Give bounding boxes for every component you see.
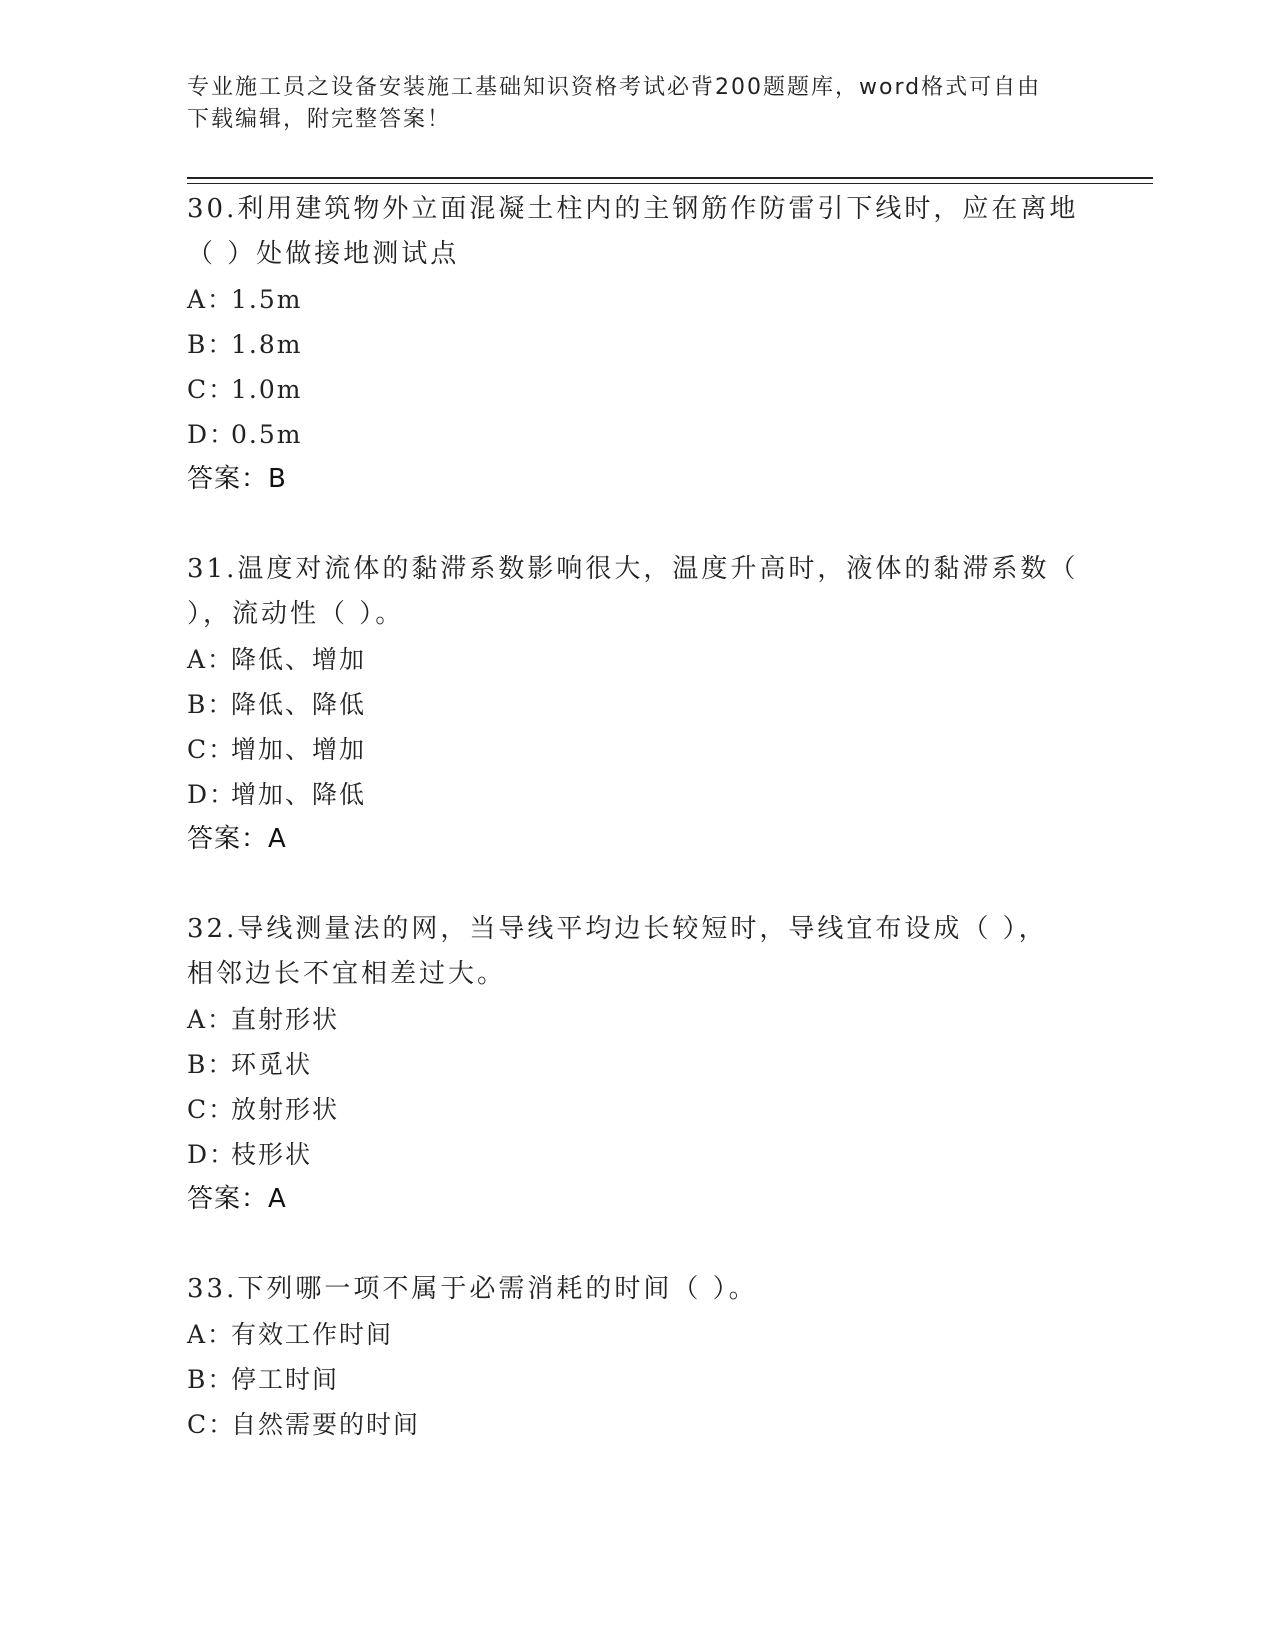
option-text: 降低、降低 [231, 690, 367, 719]
option-text: 0.5m [231, 420, 303, 449]
option-b [187, 1042, 1087, 1087]
option-text: 有效工作时间 [231, 1320, 394, 1349]
answer-label: 答案：B [187, 464, 287, 494]
question-text-line-2: ），流动性（ ）。 [187, 599, 405, 629]
question-text-line-2: （ ）处做接地测试点 [187, 239, 460, 269]
option-text: 自然需要的时间 [231, 1410, 421, 1439]
header-divider-thick [187, 177, 1153, 179]
option-text: 枝形状 [231, 1140, 313, 1169]
option-d [187, 1132, 1087, 1177]
header-title-line-1: 专业施工员之设备安装施工基础知识资格考试必背200题题库，word格式可自由 [187, 75, 1042, 100]
option-b [187, 1357, 1087, 1402]
answer-label: 答案：A [187, 1184, 287, 1214]
question-31 [187, 547, 1087, 861]
question-32 [187, 907, 1087, 1221]
option-text: 增加、降低 [231, 780, 367, 809]
option-text: 1.8m [231, 330, 303, 359]
option-a [187, 1312, 1087, 1357]
question-text-line-2: 相邻边长不宜相差过大。 [187, 959, 507, 989]
question-text-line-1: 32.导线测量法的网，当导线平均边长较短时，导线宜布设成（ ）， [187, 914, 1048, 944]
header-title-line-2: 下载编辑，附完整答案！ [187, 107, 452, 132]
question-text-line-1: 31.温度对流体的黏滞系数影响很大，温度升高时，液体的黏滞系数（ [187, 554, 1079, 584]
option-key: B： [187, 1050, 235, 1079]
header-divider-thin [187, 183, 1153, 184]
option-key: C： [187, 1410, 236, 1439]
option-key: A： [187, 1005, 235, 1034]
option-key: C： [187, 735, 236, 764]
option-c [187, 727, 1087, 772]
answer-label: 答案：A [187, 824, 287, 854]
option-key: D： [187, 1140, 237, 1169]
question-33 [187, 1267, 1087, 1447]
question-text-line-1: 33.下列哪一项不属于必需消耗的时间（ ）。 [187, 1274, 758, 1304]
option-key: A： [187, 645, 235, 674]
question-30 [187, 187, 1087, 501]
option-d [187, 772, 1087, 817]
option-text: 降低、增加 [231, 645, 367, 674]
option-key: A： [187, 1320, 235, 1349]
option-a [187, 637, 1087, 682]
option-a [187, 277, 1087, 322]
option-text: 增加、增加 [231, 735, 367, 764]
option-text: 放射形状 [231, 1095, 340, 1124]
option-text: 直射形状 [231, 1005, 340, 1034]
question-text-line-1: 30.利用建筑物外立面混凝土柱内的主钢筋作防雷引下线时，应在离地 [187, 194, 1079, 224]
option-a [187, 997, 1087, 1042]
document-header [187, 72, 1087, 136]
option-key: D： [187, 420, 237, 449]
option-text: 环觅状 [231, 1050, 313, 1079]
option-c [187, 1402, 1087, 1447]
option-text: 1.0m [231, 375, 303, 404]
option-text: 1.5m [231, 285, 303, 314]
option-key: B： [187, 1365, 235, 1394]
option-key: A： [187, 285, 235, 314]
option-key: C： [187, 1095, 236, 1124]
option-c [187, 1087, 1087, 1132]
option-b [187, 682, 1087, 727]
option-b [187, 322, 1087, 367]
option-text: 停工时间 [231, 1365, 340, 1394]
option-key: B： [187, 330, 235, 359]
option-c [187, 367, 1087, 412]
option-d [187, 412, 1087, 457]
option-key: D： [187, 780, 237, 809]
question-list [187, 187, 1087, 1493]
option-key: C： [187, 375, 236, 404]
option-key: B： [187, 690, 235, 719]
